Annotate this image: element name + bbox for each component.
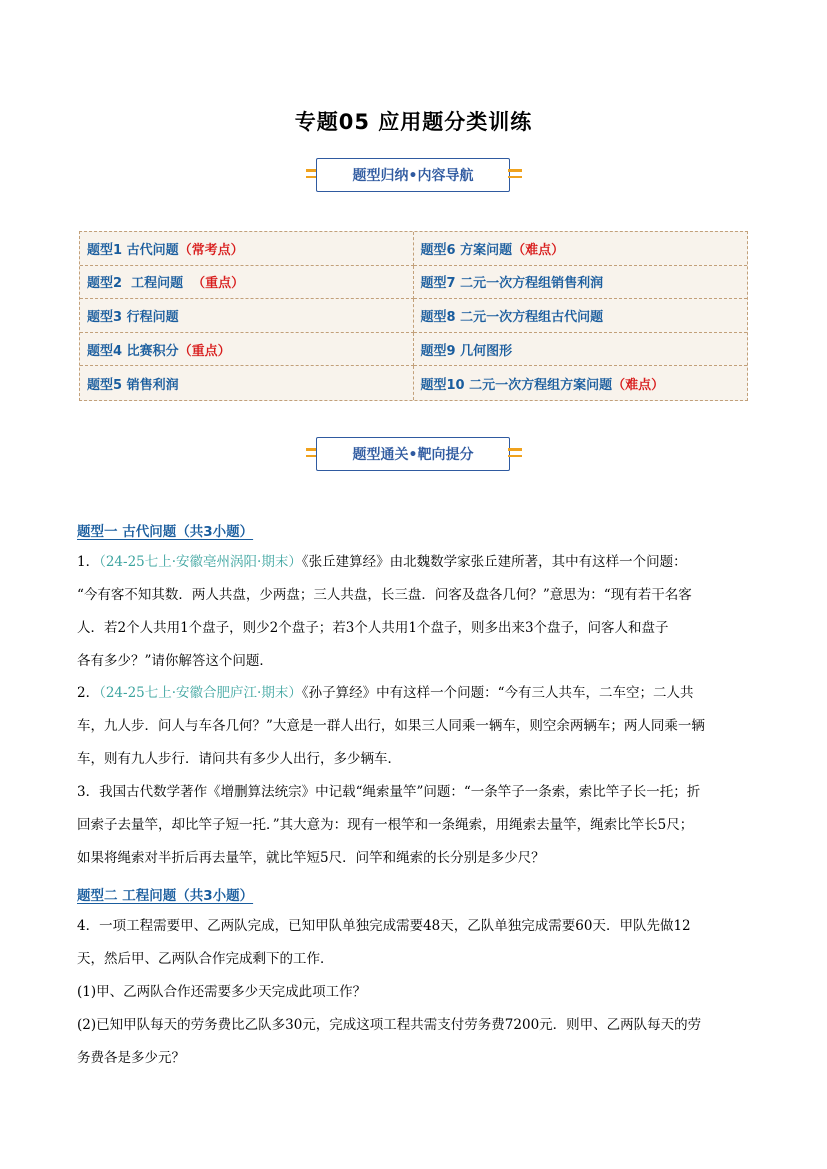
topic-navigation-table: [79, 231, 748, 401]
nav-banner: [306, 158, 522, 194]
question-4-line-1: 4．一项工程需要甲、乙两队完成，已知甲队单独完成需要48天，乙队单独完成需要60天．甲队先做12: [77, 918, 691, 934]
toc-item-8[interactable]: 题型8 二元一次方程组古代问题: [414, 299, 748, 333]
question-4-part-2-cont: 务费各是多少元？: [77, 1050, 185, 1066]
question-2-line-1: 2．（24-25七上·安徽合肥庐江·期末）《孙子算经》中有这样一个问题：“今有三人共车，二车空；二人共: [77, 685, 694, 701]
question-2-line-2: 车，九人步．问人与车各几何？”大意是一群人出行，如果三人同乘一辆车，则空余两辆车；两人同乘一辆: [77, 718, 705, 734]
practice-banner-label: 题型通关•靶向提分: [316, 437, 510, 471]
question-1-line-3: 人．若2个人共用1个盘子，则少2个盘子；若3个人共用1个盘子，则多出来3个盘子，问客人和盘子: [77, 620, 669, 636]
question-3: [77, 776, 753, 875]
page-title: 专题05 应用题分类训练: [294, 110, 533, 134]
question-3-line-1: 3．我国古代数学著作《增删算法统宗》中记载“绳索量竿”问题：“一条竿子一条索，索比竿子长一托；折: [77, 784, 701, 800]
toc-item-2[interactable]: 题型2 工程问题 （重点）: [80, 266, 414, 300]
toc-item-10[interactable]: 题型10 二元一次方程组方案问题 （难点）: [420, 377, 665, 393]
nav-banner-label: 题型归纳•内容导航: [316, 158, 510, 192]
question-2-line-3: 车，则有九人步行．请问共有多少人出行，多少辆车．: [77, 751, 401, 767]
question-1-line-2: “今有客不知其数．两人共盘，少两盘；三人共盘，长三盘．问客及盘各几何？”意思为：“现有若干名客: [77, 587, 692, 603]
question-1-line-1: 1．（24-25七上·安徽亳州涡阳·期末）《张丘建算经》由北魏数学家张丘建所著，其中有这样一个问题：: [77, 554, 687, 570]
question-3-line-3: 如果将绳索对半折后再去量竿，就比竿短5尺．问竿和绳索的长分别是多少尺？: [77, 850, 545, 866]
question-2: [77, 677, 753, 776]
question-1-source[interactable]: （24-25七上·安徽亳州涡阳·期末）: [99, 554, 302, 570]
question-4-part-1: (1)甲、乙两队合作还需要多少天完成此项工作？: [77, 984, 367, 1000]
banner-right-decoration: [508, 448, 522, 460]
section-heading-engineering: 题型二 工程问题（共3小题）: [77, 888, 254, 904]
question-1: [77, 546, 753, 678]
toc-item-3[interactable]: 题型3 行程问题: [80, 299, 414, 333]
section-heading-ancient: 题型一 古代问题（共3小题）: [77, 524, 254, 540]
question-2-source[interactable]: （24-25七上·安徽合肥庐江·期末）: [99, 685, 302, 701]
banner-right-decoration: [508, 169, 522, 181]
question-4-line-2: 天，然后甲、乙两队合作完成剩下的工作．: [77, 951, 334, 967]
toc-item-7[interactable]: 题型7 二元一次方程组销售利润: [414, 266, 748, 300]
question-3-line-2: 回索子去量竿，却比竿子短一托．”其大意为：现有一根竿和一条绳索，用绳索去量竿，绳索比竿长5尺；: [77, 817, 694, 833]
toc-item-5[interactable]: 题型5 销售利润: [80, 366, 414, 400]
toc-item-4[interactable]: 题型4 比赛积分 （重点）: [80, 333, 414, 367]
question-4-part-2: (2)已知甲队每天的劳务费比乙队多30元，完成这项工程共需支付劳务费7200元．则甲、乙两队每天的劳: [77, 1017, 702, 1033]
toc-item-9[interactable]: 题型9 几何图形: [414, 333, 748, 367]
practice-banner: [306, 437, 522, 473]
question-1-line-4: 各有多少？”请你解答这个问题．: [77, 653, 273, 669]
toc-item-1[interactable]: 题型1 古代问题 （常考点）: [80, 232, 414, 266]
question-4: [77, 910, 753, 1075]
toc-item-6[interactable]: 题型6 方案问题 （难点）: [414, 232, 748, 266]
